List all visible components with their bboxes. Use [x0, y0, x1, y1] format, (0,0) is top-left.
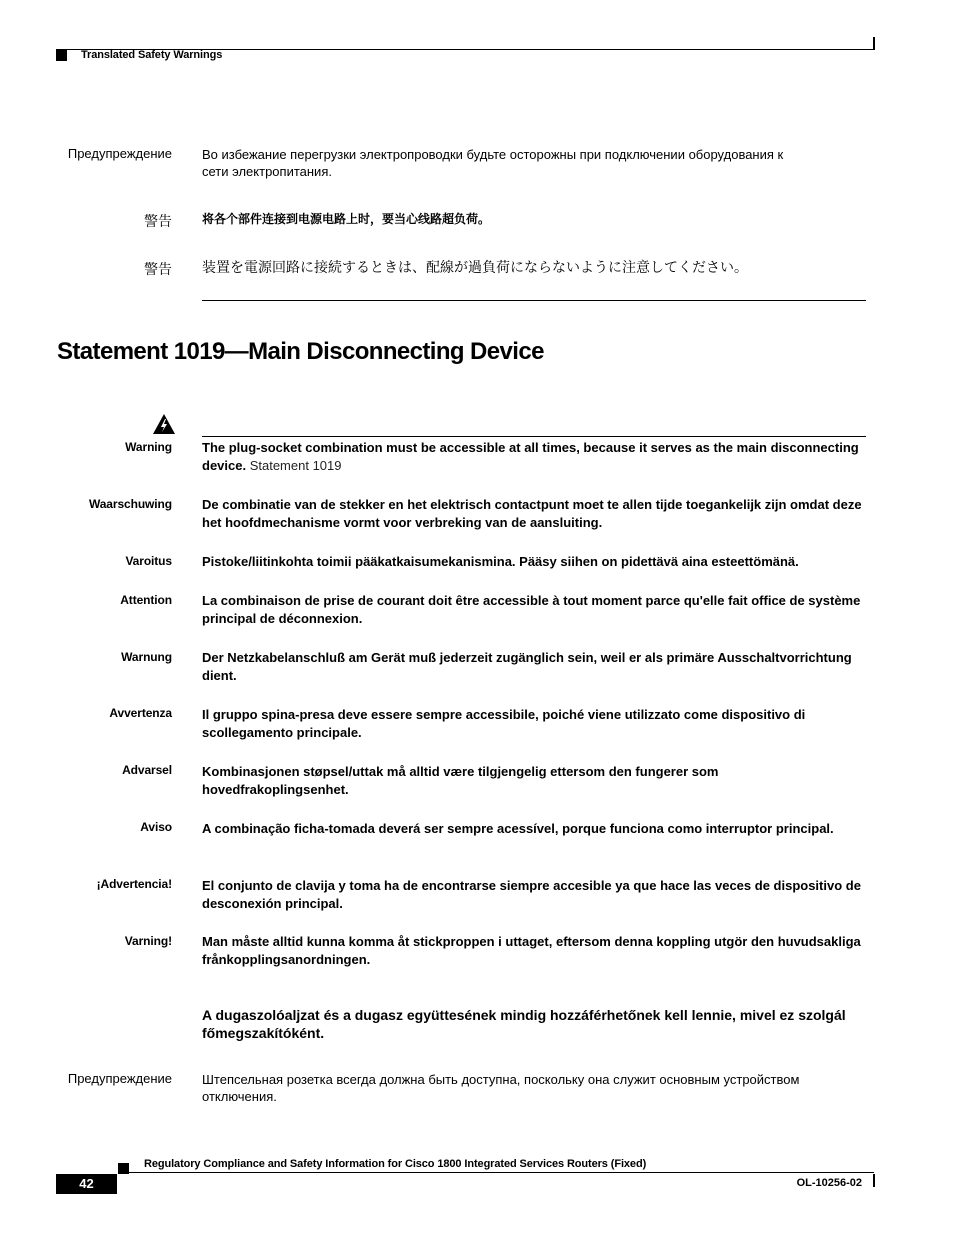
- warning-text: Kombinasjonen støpsel/uttak må alltid være tilgjengelig ettersom den fungerer som hovedfrakoplingsenhet.: [202, 764, 719, 797]
- warning-text: Man måste alltid kunna komma åt stickproppen i uttaget, eftersom denna koppling utgör den huvudsakliga frånkopplingsanordningen.: [202, 934, 861, 967]
- warning-text: A dugaszolóaljzat és a dugasz együttesének mindig hozzáférhetőnek kell lennie, mivel ez szolgál főmegszakítóként.: [202, 1007, 846, 1041]
- footer-rule: [118, 1172, 874, 1173]
- header-square: [56, 50, 67, 61]
- footer-square: [118, 1163, 129, 1174]
- warning-text: [202, 439, 867, 475]
- footer-tick: [873, 1174, 875, 1187]
- prev-ru-label: Предупреждение: [67, 146, 172, 161]
- warning-text: La combinaison de prise de courant doit être accessible à tout moment parce qu'elle fait office de système principal de déconnexion.: [202, 593, 861, 626]
- footer-doc-title: Regulatory Compliance and Safety Information for Cisco 1800 Integrated Services Routers (Fixed): [144, 1158, 647, 1170]
- warning-text: De combinatie van de stekker en het elektrisch contactpunt moet te allen tijde toegankelijk zijn omdat deze het hoofdmechanisme vormt voor verbreking van de aansluiting.: [202, 497, 862, 530]
- warning-label: Varning!: [124, 934, 172, 948]
- warning-label: Varoitus: [125, 554, 172, 568]
- prev-ja-text: 装置を電源回路に接続するときは、配線が過負荷にならないように注意してください。: [202, 259, 748, 275]
- page-number: 42: [56, 1174, 117, 1194]
- warning-label: Предупреждение: [67, 1071, 172, 1086]
- warning-label: Warnung: [121, 650, 172, 664]
- warning-text-main: The plug-socket combination must be accessible at all times, because it serves as the main disconnecting device.: [202, 440, 859, 473]
- warning-text: A combinação ficha-tomada deverá ser sempre acessível, porque funciona como interruptor principal.: [202, 821, 834, 836]
- section-title: Statement 1019—Main Disconnecting Device: [57, 338, 544, 365]
- warning-text: Il gruppo spina-presa deve essere sempre accessibile, poiché viene utilizzato come dispositivo di scollegamento principale.: [202, 707, 806, 740]
- warning-text: Der Netzkabelanschluß am Gerät muß jederzeit zugänglich sein, weil er als primäre Ausschaltvorrichtung dient.: [202, 650, 852, 683]
- warning-label: Attention: [120, 593, 172, 607]
- warning-label: Aviso: [140, 820, 172, 834]
- warning-rule: [202, 436, 866, 437]
- header-tick: [873, 37, 875, 50]
- footer-doc-number: OL-10256-02: [796, 1177, 862, 1189]
- warning-text: Штепсельная розетка всегда должна быть доступна, поскольку она служит основным устройством отключения.: [202, 1072, 800, 1104]
- prev-ru-text: Во избежание перегрузки электропроводки будьте осторожны при подключении оборудования к сети электропитания.: [202, 147, 784, 179]
- prev-ja-label: 警告: [144, 261, 172, 277]
- prev-zh-text: 将各个部件连接到电源电路上时，要当心线路超负荷。: [202, 212, 491, 226]
- header-section-title: Translated Safety Warnings: [81, 49, 223, 61]
- warning-label: Waarschuwing: [88, 497, 172, 511]
- statement-number: Statement 1019: [246, 458, 342, 473]
- warning-label: Warning: [125, 440, 172, 454]
- warning-triangle-icon: [152, 413, 176, 435]
- prev-zh-label: 警告: [144, 213, 172, 229]
- warning-label: Avvertenza: [109, 706, 172, 720]
- warning-text: Pistoke/liitinkohta toimii pääkatkaisumekanismina. Pääsy siihen on pidettävä aina esteettömänä.: [202, 554, 799, 569]
- warning-label: Advarsel: [122, 763, 172, 777]
- warning-text: El conjunto de clavija y toma ha de encontrarse siempre accesible ya que hace las veces de dispositivo de desconexión principal.: [202, 878, 861, 911]
- warning-label: ¡Advertencia!: [96, 877, 172, 891]
- divider-rule: [202, 300, 866, 301]
